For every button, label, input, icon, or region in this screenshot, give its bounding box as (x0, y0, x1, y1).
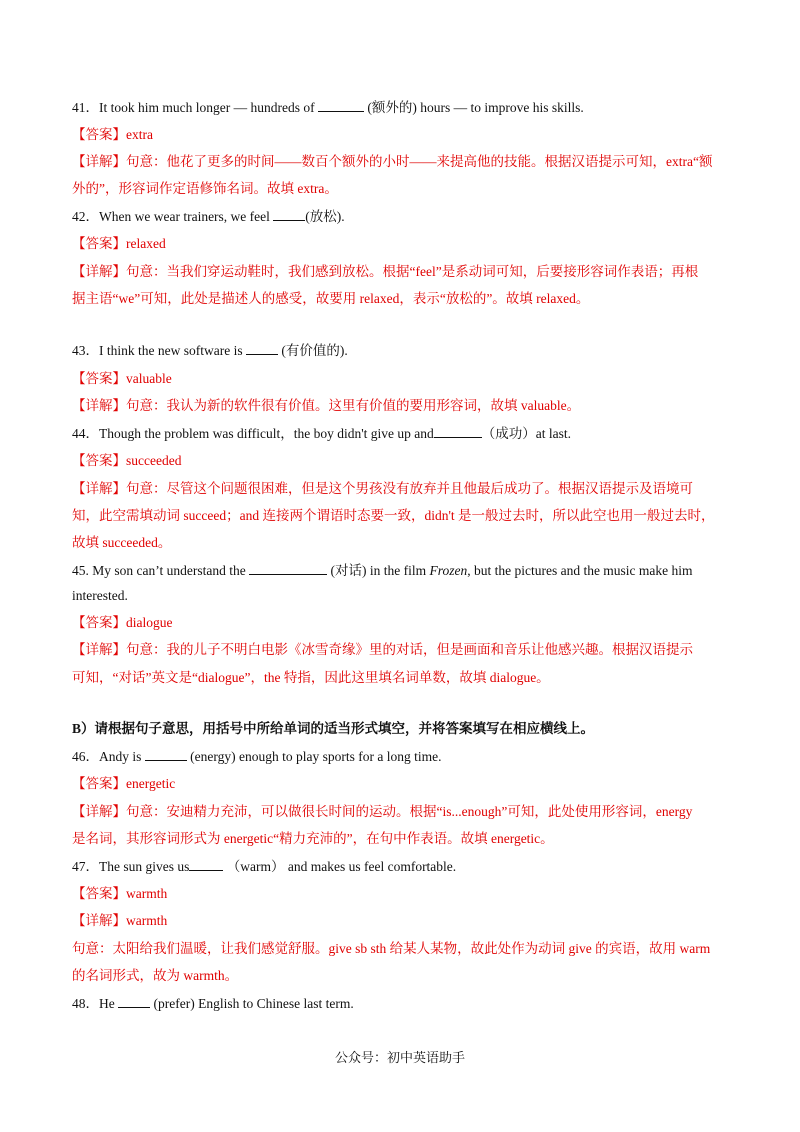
detail-43: 【详解】句意：我认为新的软件很有价值。这里有价值的要用形容词，故填 valuable。 (72, 398, 581, 413)
answer-42: 【答案】relaxed (72, 236, 166, 251)
detail-44-cont: 知，此空需填动词 succeed；and 连接两个谓语时态要一致，didn't 是一般过去时，所以此空也用一般过去时， (72, 508, 715, 523)
question-text: 42．When we wear trainers, we feel (72, 209, 274, 224)
page-footer: 公众号：初中英语助手 (334, 1050, 465, 1065)
answer-blank (189, 858, 223, 871)
detail-46-cont: 是名词，其形容词形式为 energetic“精力充沛的”，在句中作表语。故填 energetic。 (72, 831, 554, 846)
question-42 (72, 208, 732, 226)
detail-45-cont: 可知，“对话”英文是“dialogue”，the 特指，因此这里填名词单数，故填 dialogue。 (72, 670, 550, 685)
question-46 (72, 748, 732, 766)
question-text: (prefer) English to Chinese last term. (150, 996, 354, 1011)
answer-46: 【答案】energetic (72, 776, 176, 791)
answer-47: 【答案】warmth (72, 886, 168, 901)
question-41 (72, 99, 732, 117)
answer-44: 【答案】succeeded (72, 453, 182, 468)
section-b-heading: B）请根据句子意思，用括号中所给单词的适当形式填空，并将答案填写在相应横线上。 (72, 721, 595, 736)
answer-blank (249, 562, 327, 575)
detail-47-label: 【详解】warmth (72, 913, 168, 928)
question-text: 44．Though the problem was difficult，the boy didn't give up and (72, 426, 434, 441)
answer-blank (145, 748, 187, 761)
question-text: (放松). (305, 209, 345, 224)
detail-42-cont: 据主语“we”可知，此处是描述人的感受，故要用 relaxed，表示“放松的”。故填 relaxed。 (72, 291, 590, 306)
detail-47-cont: 的名词形式，故为 warmth。 (72, 968, 239, 983)
answer-blank (434, 425, 482, 438)
answer-blank (273, 208, 305, 221)
answer-45: 【答案】dialogue (72, 615, 173, 630)
question-text: 41．It took him much longer — hundreds of (72, 100, 318, 115)
answer-43: 【答案】valuable (72, 371, 172, 386)
question-text: 48．He (72, 996, 119, 1011)
question-text: 43．I think the new software is (72, 343, 246, 358)
question-text: （warm） and makes us feel comfortable. (223, 859, 457, 874)
question-48 (72, 995, 732, 1013)
question-text: (对话) in the film (327, 563, 430, 578)
question-text: (额外的) hours — to improve his skills. (363, 100, 584, 115)
question-45-cont: interested. (72, 588, 128, 603)
question-text: （成功）at last. (481, 426, 572, 441)
question-45 (72, 562, 732, 580)
answer-blank (118, 995, 150, 1008)
question-text: 46．Andy is (72, 749, 145, 764)
question-text: , but the pictures and the music make him (467, 563, 693, 578)
question-43 (72, 342, 732, 360)
detail-46: 【详解】句意：安迪精力充沛，可以做很长时间的运动。根据“is...enough”可知，此处使用形容词，energy (72, 804, 693, 819)
detail-41-cont: 外的”，形容词作定语修饰名词。故填 extra。 (72, 181, 338, 196)
detail-47: 句意：太阳给我们温暖，让我们感觉舒服。give sb sth 给某人某物，故此处作为动词 give 的宾语，故用 warm (72, 941, 711, 956)
question-text: 47．The sun gives us (72, 859, 190, 874)
answer-blank (246, 342, 278, 355)
question-text: (有价值的). (277, 343, 348, 358)
detail-45: 【详解】句意：我的儿子不明白电影《冰雪奇缘》里的对话，但是画面和音乐让他感兴趣。根据汉语提示 (72, 642, 693, 657)
question-text: (energy) enough to play sports for a long time. (186, 749, 442, 764)
question-47 (72, 858, 732, 876)
film-title: Frozen (429, 563, 468, 578)
answer-blank (318, 99, 364, 112)
detail-44: 【详解】句意：尽管这个问题很困难，但是这个男孩没有放弃并且他最后成功了。根据汉语提示及语境可 (72, 481, 693, 496)
question-44 (72, 425, 732, 443)
answer-41: 【答案】extra (72, 127, 153, 142)
detail-42: 【详解】句意：当我们穿运动鞋时，我们感到放松。根据“feel”是系动词可知，后要接形容词作表语；再根 (72, 264, 699, 279)
question-text: 45. My son can’t understand the (72, 563, 250, 578)
detail-41: 【详解】句意：他花了更多的时间——数百个额外的小时——来提高他的技能。根据汉语提示可知，extra“额 (72, 154, 713, 169)
detail-44-cont2: 故填 succeeded。 (72, 535, 172, 550)
